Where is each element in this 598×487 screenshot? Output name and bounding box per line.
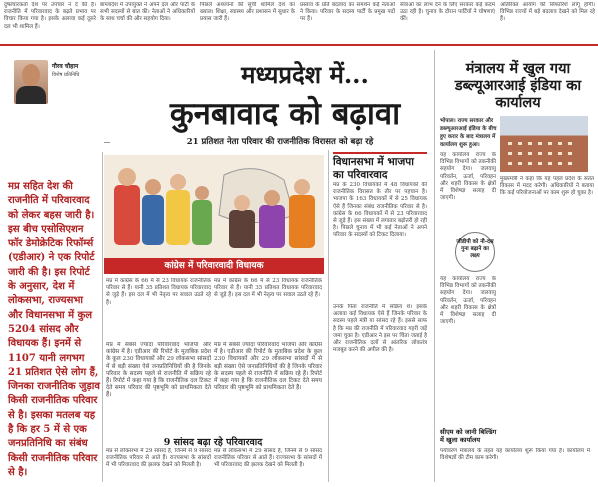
strip-col-5: सेवाओं का लाभ देने के लिए सरकार कई कदम उठा रही है। चुनाव के दौरान पार्टियों ने घोषणाएं कीं। [400,2,495,23]
author-role: विशेष प्रतिनिधि [52,72,80,78]
building-photo [500,116,588,172]
headline-line-2: कुनबावाद को बढ़ावा [169,96,401,132]
headline-subhead: 21 प्रतिशत नेता परिवार की राजनीतिक विरासत को बढ़ा रहे [110,136,450,147]
strip-col-2: बांग्लादेश में उपायुक्त ने अपने दल और पार्टी के सभी सदस्यों से बात की। नेताओं ने अधिकारियों के साथ चर्चा की और सहयोग दिया। [100,2,195,23]
right-story-headline: मंत्रालय में खुल गया डब्ल्यूआरआई इंडिया का कार्यालय [454,60,582,111]
right-body-left: यह कार्यालय राज्य के विभिन्न विभागों को तकनीकी सहयोग देगा। जलवायु परिवर्तन, ऊर्जा, परिवहन और शहरी विकास के क्षेत्रों में विशेषज्ञ सलाह दी जाएगी। [440,152,496,202]
column-rule-3 [434,50,435,482]
cartoon-illustration [104,155,324,258]
mp-body-left: मप्र में सबसे ज्यादा परिवारवाद भाजपा और कांग्रेस में है। एडीआर की रिपोर्ट के मुताबिक प्रदेश के कुल 230 विधायकों और 29 लोकसभा सांसदों में से बड़ी संख्या ऐसे जनप्रतिनिधियों की है जिनके परिवार के सदस्य पहले से राजनीति में सक्रिय रहे हैं। रिपोर्ट में कहा गया है कि राजनीतिक दल टिकट देते समय परिवार की पृष्ठभूमि को प्राथमिकता देते हैं। [106,342,211,399]
top-news-strip [0,0,598,42]
assembly-body: मप्र के 230 विधायकों में 48 विधायकों की राजनीतिक विरासत के तौर पर पहचान है। भाजपा के 163 विधायकों में से 25 विधायक ऐसे हैं जिनका संबंध राजनीतिक परिवार से है। कांग्रेस के 66 विधायकों में से 23 परिवारवाद से जुड़े हैं। इस संख्या में लगातार बढ़ोतरी हो रही है। पिछले चुनाव में भी कई नेताओं ने अपने परिवार के सदस्यों को टिकट दिलाया। [333,182,427,239]
mid-body: उनके पिता राजनीति में सक्रिय थे। इसके अलावा कई विधायक ऐसे हैं जिनके परिवार के सदस्य पहले मंत्री या सांसद रहे हैं। इससे साफ है कि मप्र की राजनीति में परिवारवाद गहरी जड़ें जमा चुका है। एडीआर ने इस पर चिंता जताई है और राजनीतिक दलों से आंतरिक लोकतंत्र मजबूत करने की अपील की है। [333,304,427,354]
column-rule [102,152,103,482]
right-body-right: मुख्यमंत्री ने कहा कि यह पहल प्रदेश के सतत विकास में मदद करेगी। अधिकारियों ने बताया कि कई परियोजनाओं पर काम शुरू हो चुका है। [500,176,594,197]
nine-mps-body-right: मप्र से लोकसभा में 29 सांसद हैं, जिनमें से 9 सांसद राजनीतिक परिवार से आते हैं। राज्यसभा के सांसदों में भी परिवारवाद की झलक देखने को मिलती है। [214,448,322,469]
pull-quote [8,180,100,480]
column-rule-2 [328,150,329,482]
strip-col-1: दुष्प्रचारकर्ता देश पर उपचार न दे की है। राजनीति में परिवारवाद के बढ़ते प्रभाव पर विचार किया गया है। इसके अलावा कई दूसरे दल भी शामिल हैं। [4,2,96,30]
quote-bubble: जीडीपी को नौ-दस गुना बढ़ाने का लक्ष्य [455,232,495,272]
author-name: गौरव चौहान [52,63,79,70]
headline-line-1: मध्यप्रदेश में... [241,60,369,89]
top-divider [0,44,598,46]
strip-col-3: पिछले अध्ययनों की सूची शामिल देश का ख्याल। शिक्षा, स्वास्थ्य और प्रशासन में सुधार के प्रयास जारी हैं। [200,2,295,23]
nine-mps-body-left: मप्र से लोकसभा में 29 सांसद हैं, जिनमें से 9 सांसद राजनीतिक परिवार से आते हैं। राज्यसभा के सांसदों में भी परिवारवाद की झलक देखने को मिलती है। [106,448,211,469]
strip-col-6: अतिरिक्त आयोग की सिफारिशें लागू होंगी। विभिन्न राज्यों में बड़े बदलाव देखने को मिल रहे हैं। [500,2,595,23]
illus-body-left: मप्र में कांग्रेस के 66 में से 23 विधायक राजनीतिक परिवार से हैं। यानी 35 प्रतिशत विधायक परिवारवाद से जुड़े हैं। इस दल में भी नेतृत्व पर सवाल उठते रहे हैं। [106,278,211,306]
illus-body-right: मप्र में कांग्रेस के 66 में से 23 विधायक राजनीतिक परिवार से हैं। यानी 35 प्रतिशत विधायक परिवारवाद से जुड़े हैं। इस दल में भी नेतृत्व पर सवाल उठते रहे हैं। [214,278,322,299]
mp-body-right: मप्र में सबसे ज्यादा परिवारवाद भाजपा और कांग्रेस में है। एडीआर की रिपोर्ट के मुताबिक प्रदेश के कुल 230 विधायकों और 29 लोकसभा सांसदों में से बड़ी संख्या ऐसे जनप्रतिनिधियों की है जिनके परिवार के सदस्य पहले से राजनीति में सक्रिय रहे हैं। रिपोर्ट में कहा गया है कि राजनीतिक दल टिकट देते समय परिवार की पृष्ठभूमि को प्राथमिकता देते हैं। [214,342,322,392]
right-body-left-2: यह कार्यालय राज्य के विभिन्न विभागों को तकनीकी सहयोग देगा। जलवायु परिवर्तन, ऊर्जा, परिवहन और शहरी विकास के क्षेत्रों में विशेषज्ञ सलाह दी जाएगी। [440,276,496,326]
right-subsection-body: पर्यावरण मंत्रालय के तहत यह कार्यालय शुरू किया गया है। कार्यालय में विशेषज्ञों की टीम काम करेगी। [440,448,590,462]
illustration-caption: कांग्रेस में परिवारवादी विधायक [104,258,324,274]
nine-mps-heading: 9 सांसद बढ़ा रहे परिवारवाद [163,437,263,448]
assembly-heading: विधानसभा में भाजपा का परिवारवाद [333,152,427,182]
right-subsection-heading: सीएम को जानी बिल्डिंग में खुला कार्यालय [440,428,497,444]
pull-quote-text: मप्र सहित देश की राजनीति में परिवारवाद को लेकर बहस जारी है। इस बीच एसोसिएशन फॉर डेमोक्रेटिक रिफॉर्म्स (एडीआर) ने एक रिपोर्ट जारी की है। इस रिपोर्ट के अनुसार, देश में लोकसभा, राज्यसभा और विधानसभा में कुल 5204 सांसद और विधायक हैं। इनमें से 1107 यानी लगभग 21 प्रतिशत ऐसे लोग हैं, जिनका राजनीतिक जुड़ाव किसी राजनीतिक परिवार से है। इसका मतलब यह है कि हर 5 में से एक जनप्रतिनिधि का संबंध किसी राजनीतिक परिवार से है। [8,181,100,478]
author-avatar [14,60,48,104]
strip-col-4: प्रस्ताव के प्रति बदलाव का समर्थन कई नेताओं ने किया। परिवार के सदस्य पार्टी के प्रमुख पदों पर हैं। [300,2,395,23]
right-story-subhead: भोपाल। राज्य सरकार और डब्ल्यूआरआई इंडिया के बीच हुए करार के बाद मंत्रालय में कार्यालय शुरू हुआ। [440,118,497,148]
